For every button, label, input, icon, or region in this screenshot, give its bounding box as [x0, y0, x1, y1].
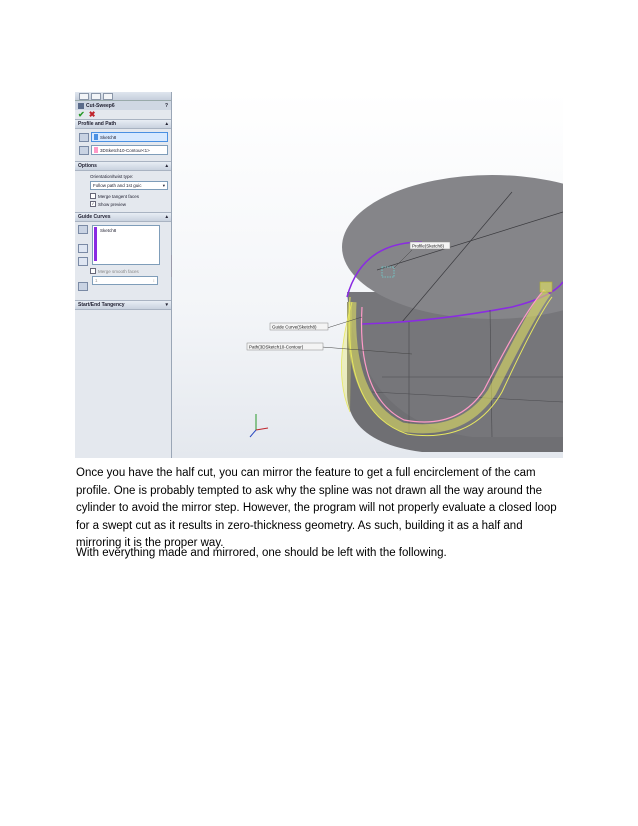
section-options[interactable]	[75, 161, 171, 171]
profile-path-body	[75, 129, 171, 161]
profile-swatch	[94, 134, 98, 140]
callout-guide: Guide Curve(Sketch8)	[272, 324, 317, 330]
section-start-end[interactable]	[75, 300, 171, 310]
axis-triad-icon	[250, 414, 268, 437]
profile-value: Sketch8	[100, 134, 117, 140]
checkbox-label: Merge smooth faces	[98, 268, 139, 274]
expand-icon[interactable]: ▾	[165, 302, 168, 308]
orientation-select[interactable]	[90, 181, 168, 190]
spinner-icon[interactable]: ↕	[152, 278, 155, 283]
collapse-icon[interactable]: ▴	[165, 214, 168, 220]
move-up-icon[interactable]	[78, 244, 88, 253]
config-tab[interactable]	[103, 93, 113, 100]
merge-smooth-checkbox[interactable]	[90, 268, 168, 274]
graphics-viewport[interactable]	[172, 92, 563, 458]
path-field[interactable]	[91, 145, 168, 155]
guide-spin-field[interactable]	[92, 276, 158, 285]
cut-sweep-icon	[78, 103, 84, 109]
checkbox-label: Show preview	[98, 201, 127, 207]
section-label: Start/End Tangency	[78, 302, 125, 308]
feature-tree-tab[interactable]	[79, 93, 89, 100]
guide-curve-icon	[78, 225, 88, 234]
cancel-button[interactable]: ✖	[88, 110, 96, 119]
checkbox-box	[90, 193, 96, 199]
path-value: 3DSketch10-Contour<1>	[100, 147, 150, 153]
property-manager-panel	[75, 92, 172, 458]
callout-profile: Profile(Sketch8)	[412, 243, 445, 249]
guide-color-bar	[94, 227, 97, 261]
section-guide-curves[interactable]	[75, 212, 171, 222]
checkbox-box: ✓	[91, 201, 95, 206]
checkbox-box	[90, 268, 96, 274]
feature-title-bar	[75, 101, 171, 110]
path-swatch	[94, 147, 98, 153]
section-label: Options	[78, 163, 97, 169]
ok-button[interactable]: ✔	[78, 110, 85, 119]
options-body	[75, 171, 171, 212]
orientation-label: Orientation/twist type:	[90, 174, 134, 179]
profile-field[interactable]	[91, 132, 168, 142]
cad-model	[172, 92, 563, 458]
guide-curve-item[interactable]: Sketch8	[100, 228, 117, 233]
section-label: Guide Curves	[78, 214, 111, 220]
action-buttons	[75, 110, 171, 119]
path-icon	[79, 146, 89, 155]
feature-title: Cut-Sweep6	[86, 102, 115, 109]
manager-tabs	[75, 92, 171, 101]
chevron-down-icon: ▾	[162, 182, 165, 188]
body-paragraph-2: With everything made and mirrored, one should be left with the following.	[76, 547, 447, 559]
merge-tangent-checkbox[interactable]	[90, 193, 168, 199]
callout-path: Path(3DSketch10-Contour)	[249, 344, 304, 350]
section-label: Profile and Path	[78, 121, 117, 127]
profile-icon	[79, 133, 89, 142]
collapse-icon[interactable]: ▴	[165, 121, 168, 127]
orientation-value: Follow path and 1st guic	[93, 183, 142, 188]
body-paragraph-1: Once you have the half cut, you can mirror the feature to get a full encirclement of the cam profile. One is probably tempted to ask why the spline was not drawn all the way around the cylinder to avoid the mirror step. However, the program will not properly evaluate a closed loop for a swept cut as it results in zero-thickness geometry. As such, building it as a half and mirroring it is the proper way.	[76, 467, 557, 549]
show-preview-checkbox[interactable]	[90, 201, 168, 207]
section-profile-path[interactable]	[75, 119, 171, 129]
guide-curves-body	[75, 222, 171, 300]
solidworks-screenshot	[75, 92, 563, 458]
collapse-icon[interactable]: ▴	[165, 163, 168, 169]
checkbox-label: Merge tangent faces	[98, 193, 140, 199]
guide-option-icon	[78, 282, 88, 291]
guide-curves-list[interactable]	[92, 225, 160, 265]
property-tab[interactable]	[91, 93, 101, 100]
spin-value: 1	[95, 278, 98, 283]
help-icon[interactable]: ?	[164, 102, 168, 109]
move-down-icon[interactable]	[78, 257, 88, 266]
end-profile-box	[540, 282, 552, 292]
